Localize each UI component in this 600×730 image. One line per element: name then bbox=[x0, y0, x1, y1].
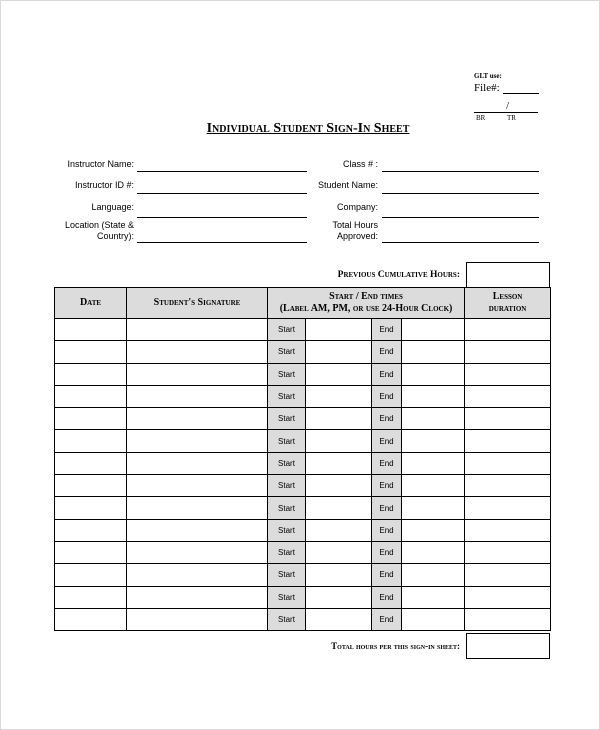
start-time-cell[interactable] bbox=[306, 541, 372, 563]
table-row bbox=[55, 586, 551, 608]
start-time-cell[interactable] bbox=[306, 586, 372, 608]
lesson-duration-cell[interactable] bbox=[465, 452, 551, 474]
total-hours-approved-field[interactable] bbox=[382, 242, 539, 243]
table-row bbox=[55, 519, 551, 541]
signature-cell[interactable] bbox=[127, 430, 268, 452]
end-time-cell[interactable] bbox=[402, 430, 465, 452]
signature-cell[interactable] bbox=[127, 541, 268, 563]
signature-cell[interactable] bbox=[127, 385, 268, 407]
end-label: End bbox=[372, 319, 402, 341]
table-row bbox=[55, 452, 551, 474]
company-label: Company: bbox=[336, 202, 378, 212]
end-time-cell[interactable] bbox=[402, 497, 465, 519]
table-row bbox=[55, 430, 551, 452]
end-label: End bbox=[372, 497, 402, 519]
table-row bbox=[55, 564, 551, 586]
end-label: End bbox=[372, 408, 402, 430]
company-field[interactable] bbox=[382, 217, 539, 218]
br-tr-slash: / bbox=[506, 100, 510, 112]
header-lesson-line2: duration bbox=[488, 303, 527, 314]
start-time-cell[interactable] bbox=[306, 363, 372, 385]
end-time-cell[interactable] bbox=[402, 341, 465, 363]
start-label: Start bbox=[268, 519, 306, 541]
location-field[interactable] bbox=[137, 242, 307, 243]
end-time-cell[interactable] bbox=[402, 519, 465, 541]
date-cell[interactable] bbox=[55, 608, 127, 630]
lesson-duration-cell[interactable] bbox=[465, 385, 551, 407]
start-label: Start bbox=[268, 408, 306, 430]
student-name-label: Student Name: bbox=[317, 180, 378, 190]
end-time-cell[interactable] bbox=[402, 408, 465, 430]
date-cell[interactable] bbox=[55, 475, 127, 497]
end-time-cell[interactable] bbox=[402, 475, 465, 497]
lesson-duration-cell[interactable] bbox=[465, 519, 551, 541]
lesson-duration-cell[interactable] bbox=[465, 319, 551, 341]
file-number-line[interactable] bbox=[503, 93, 539, 94]
date-cell[interactable] bbox=[55, 519, 127, 541]
start-label: Start bbox=[268, 430, 306, 452]
signature-cell[interactable] bbox=[127, 497, 268, 519]
table-row bbox=[55, 475, 551, 497]
table-header-row bbox=[55, 288, 551, 319]
end-time-cell[interactable] bbox=[402, 541, 465, 563]
signature-cell[interactable] bbox=[127, 408, 268, 430]
date-cell[interactable] bbox=[55, 564, 127, 586]
start-time-cell[interactable] bbox=[306, 430, 372, 452]
end-label: End bbox=[372, 608, 402, 630]
tr-label: TR bbox=[507, 114, 516, 122]
lesson-duration-cell[interactable] bbox=[465, 363, 551, 385]
header-times-line2: (Label AM, PM, or use 24-Hour Clock) bbox=[279, 303, 453, 314]
date-cell[interactable] bbox=[55, 341, 127, 363]
previous-cumulative-box[interactable] bbox=[466, 262, 550, 288]
start-time-cell[interactable] bbox=[306, 608, 372, 630]
signature-cell[interactable] bbox=[127, 319, 268, 341]
date-cell[interactable] bbox=[55, 497, 127, 519]
page-title: Individual Student Sign-In Sheet bbox=[206, 121, 410, 136]
date-cell[interactable] bbox=[55, 408, 127, 430]
header-lesson-duration bbox=[465, 288, 551, 319]
signature-cell[interactable] bbox=[127, 363, 268, 385]
start-time-cell[interactable] bbox=[306, 497, 372, 519]
header-date: Date bbox=[55, 288, 127, 319]
lesson-duration-cell[interactable] bbox=[465, 408, 551, 430]
instructor-name-field[interactable] bbox=[137, 171, 307, 172]
end-time-cell[interactable] bbox=[402, 586, 465, 608]
file-number-label: File#: bbox=[474, 82, 500, 94]
total-hours-approved-label: Total Hours Approved: bbox=[332, 220, 378, 241]
total-hours-box[interactable] bbox=[466, 633, 550, 659]
language-label: Language: bbox=[91, 202, 134, 212]
end-label: End bbox=[372, 430, 402, 452]
table-row bbox=[55, 497, 551, 519]
header-lesson-line1: Lesson bbox=[492, 291, 523, 302]
lesson-duration-cell[interactable] bbox=[465, 564, 551, 586]
lesson-duration-cell[interactable] bbox=[465, 341, 551, 363]
date-cell[interactable] bbox=[55, 363, 127, 385]
start-time-cell[interactable] bbox=[306, 319, 372, 341]
instructor-id-field[interactable] bbox=[137, 193, 307, 194]
br-tr-line[interactable] bbox=[474, 112, 538, 113]
start-label: Start bbox=[268, 564, 306, 586]
end-label: End bbox=[372, 475, 402, 497]
end-label: End bbox=[372, 341, 402, 363]
start-time-cell[interactable] bbox=[306, 564, 372, 586]
header-times bbox=[268, 288, 465, 319]
table-row bbox=[55, 408, 551, 430]
start-label: Start bbox=[268, 385, 306, 407]
start-label: Start bbox=[268, 541, 306, 563]
instructor-name-label: Instructor Name: bbox=[67, 159, 134, 169]
date-cell[interactable] bbox=[55, 319, 127, 341]
date-cell[interactable] bbox=[55, 541, 127, 563]
header-signature: Student's Signature bbox=[127, 288, 268, 319]
student-name-field[interactable] bbox=[382, 193, 539, 194]
header-times-line1: Start / End times bbox=[329, 291, 403, 302]
br-label: BR bbox=[476, 114, 486, 122]
end-time-cell[interactable] bbox=[402, 564, 465, 586]
start-label: Start bbox=[268, 586, 306, 608]
signature-cell[interactable] bbox=[127, 519, 268, 541]
lesson-duration-cell[interactable] bbox=[465, 586, 551, 608]
table-row bbox=[55, 341, 551, 363]
lesson-duration-cell[interactable] bbox=[465, 430, 551, 452]
signature-cell[interactable] bbox=[127, 608, 268, 630]
lesson-duration-cell[interactable] bbox=[465, 497, 551, 519]
end-label: End bbox=[372, 586, 402, 608]
end-label: End bbox=[372, 385, 402, 407]
end-label: End bbox=[372, 363, 402, 385]
end-time-cell[interactable] bbox=[402, 608, 465, 630]
end-label: End bbox=[372, 564, 402, 586]
signature-cell[interactable] bbox=[127, 586, 268, 608]
previous-cumulative-label: Previous Cumulative Hours: bbox=[337, 270, 460, 280]
signature-cell[interactable] bbox=[127, 341, 268, 363]
end-time-cell[interactable] bbox=[402, 319, 465, 341]
start-label: Start bbox=[268, 475, 306, 497]
class-number-field[interactable] bbox=[382, 171, 539, 172]
start-time-cell[interactable] bbox=[306, 341, 372, 363]
lesson-duration-cell[interactable] bbox=[465, 608, 551, 630]
start-time-cell[interactable] bbox=[306, 519, 372, 541]
end-label: End bbox=[372, 519, 402, 541]
date-cell[interactable] bbox=[55, 586, 127, 608]
date-cell[interactable] bbox=[55, 430, 127, 452]
end-label: End bbox=[372, 541, 402, 563]
lesson-duration-cell[interactable] bbox=[465, 541, 551, 563]
start-time-cell[interactable] bbox=[306, 385, 372, 407]
signature-cell[interactable] bbox=[127, 564, 268, 586]
end-time-cell[interactable] bbox=[402, 452, 465, 474]
table-row bbox=[55, 608, 551, 630]
class-number-label: Class # : bbox=[342, 159, 378, 169]
start-time-cell[interactable] bbox=[306, 452, 372, 474]
start-label: Start bbox=[268, 452, 306, 474]
table-row bbox=[55, 541, 551, 563]
end-label: End bbox=[372, 452, 402, 474]
end-time-cell[interactable] bbox=[402, 385, 465, 407]
end-time-cell[interactable] bbox=[402, 363, 465, 385]
table-row bbox=[55, 319, 551, 341]
instructor-id-label: Instructor ID #: bbox=[74, 180, 134, 190]
start-label: Start bbox=[268, 608, 306, 630]
lesson-duration-cell[interactable] bbox=[465, 475, 551, 497]
start-time-cell[interactable] bbox=[306, 408, 372, 430]
start-label: Start bbox=[268, 363, 306, 385]
location-label: Location (State & Country): bbox=[64, 220, 134, 241]
date-cell[interactable] bbox=[55, 385, 127, 407]
language-field[interactable] bbox=[137, 217, 307, 218]
signature-cell[interactable] bbox=[127, 452, 268, 474]
start-label: Start bbox=[268, 497, 306, 519]
table-row bbox=[55, 363, 551, 385]
date-cell[interactable] bbox=[55, 452, 127, 474]
table-row bbox=[55, 385, 551, 407]
sign-in-table bbox=[54, 287, 551, 631]
start-label: Start bbox=[268, 319, 306, 341]
signature-cell[interactable] bbox=[127, 475, 268, 497]
start-time-cell[interactable] bbox=[306, 475, 372, 497]
total-hours-label: Total hours per this sign-in sheet: bbox=[331, 641, 460, 651]
start-label: Start bbox=[268, 341, 306, 363]
glt-use-label: GLT use: bbox=[474, 72, 502, 80]
